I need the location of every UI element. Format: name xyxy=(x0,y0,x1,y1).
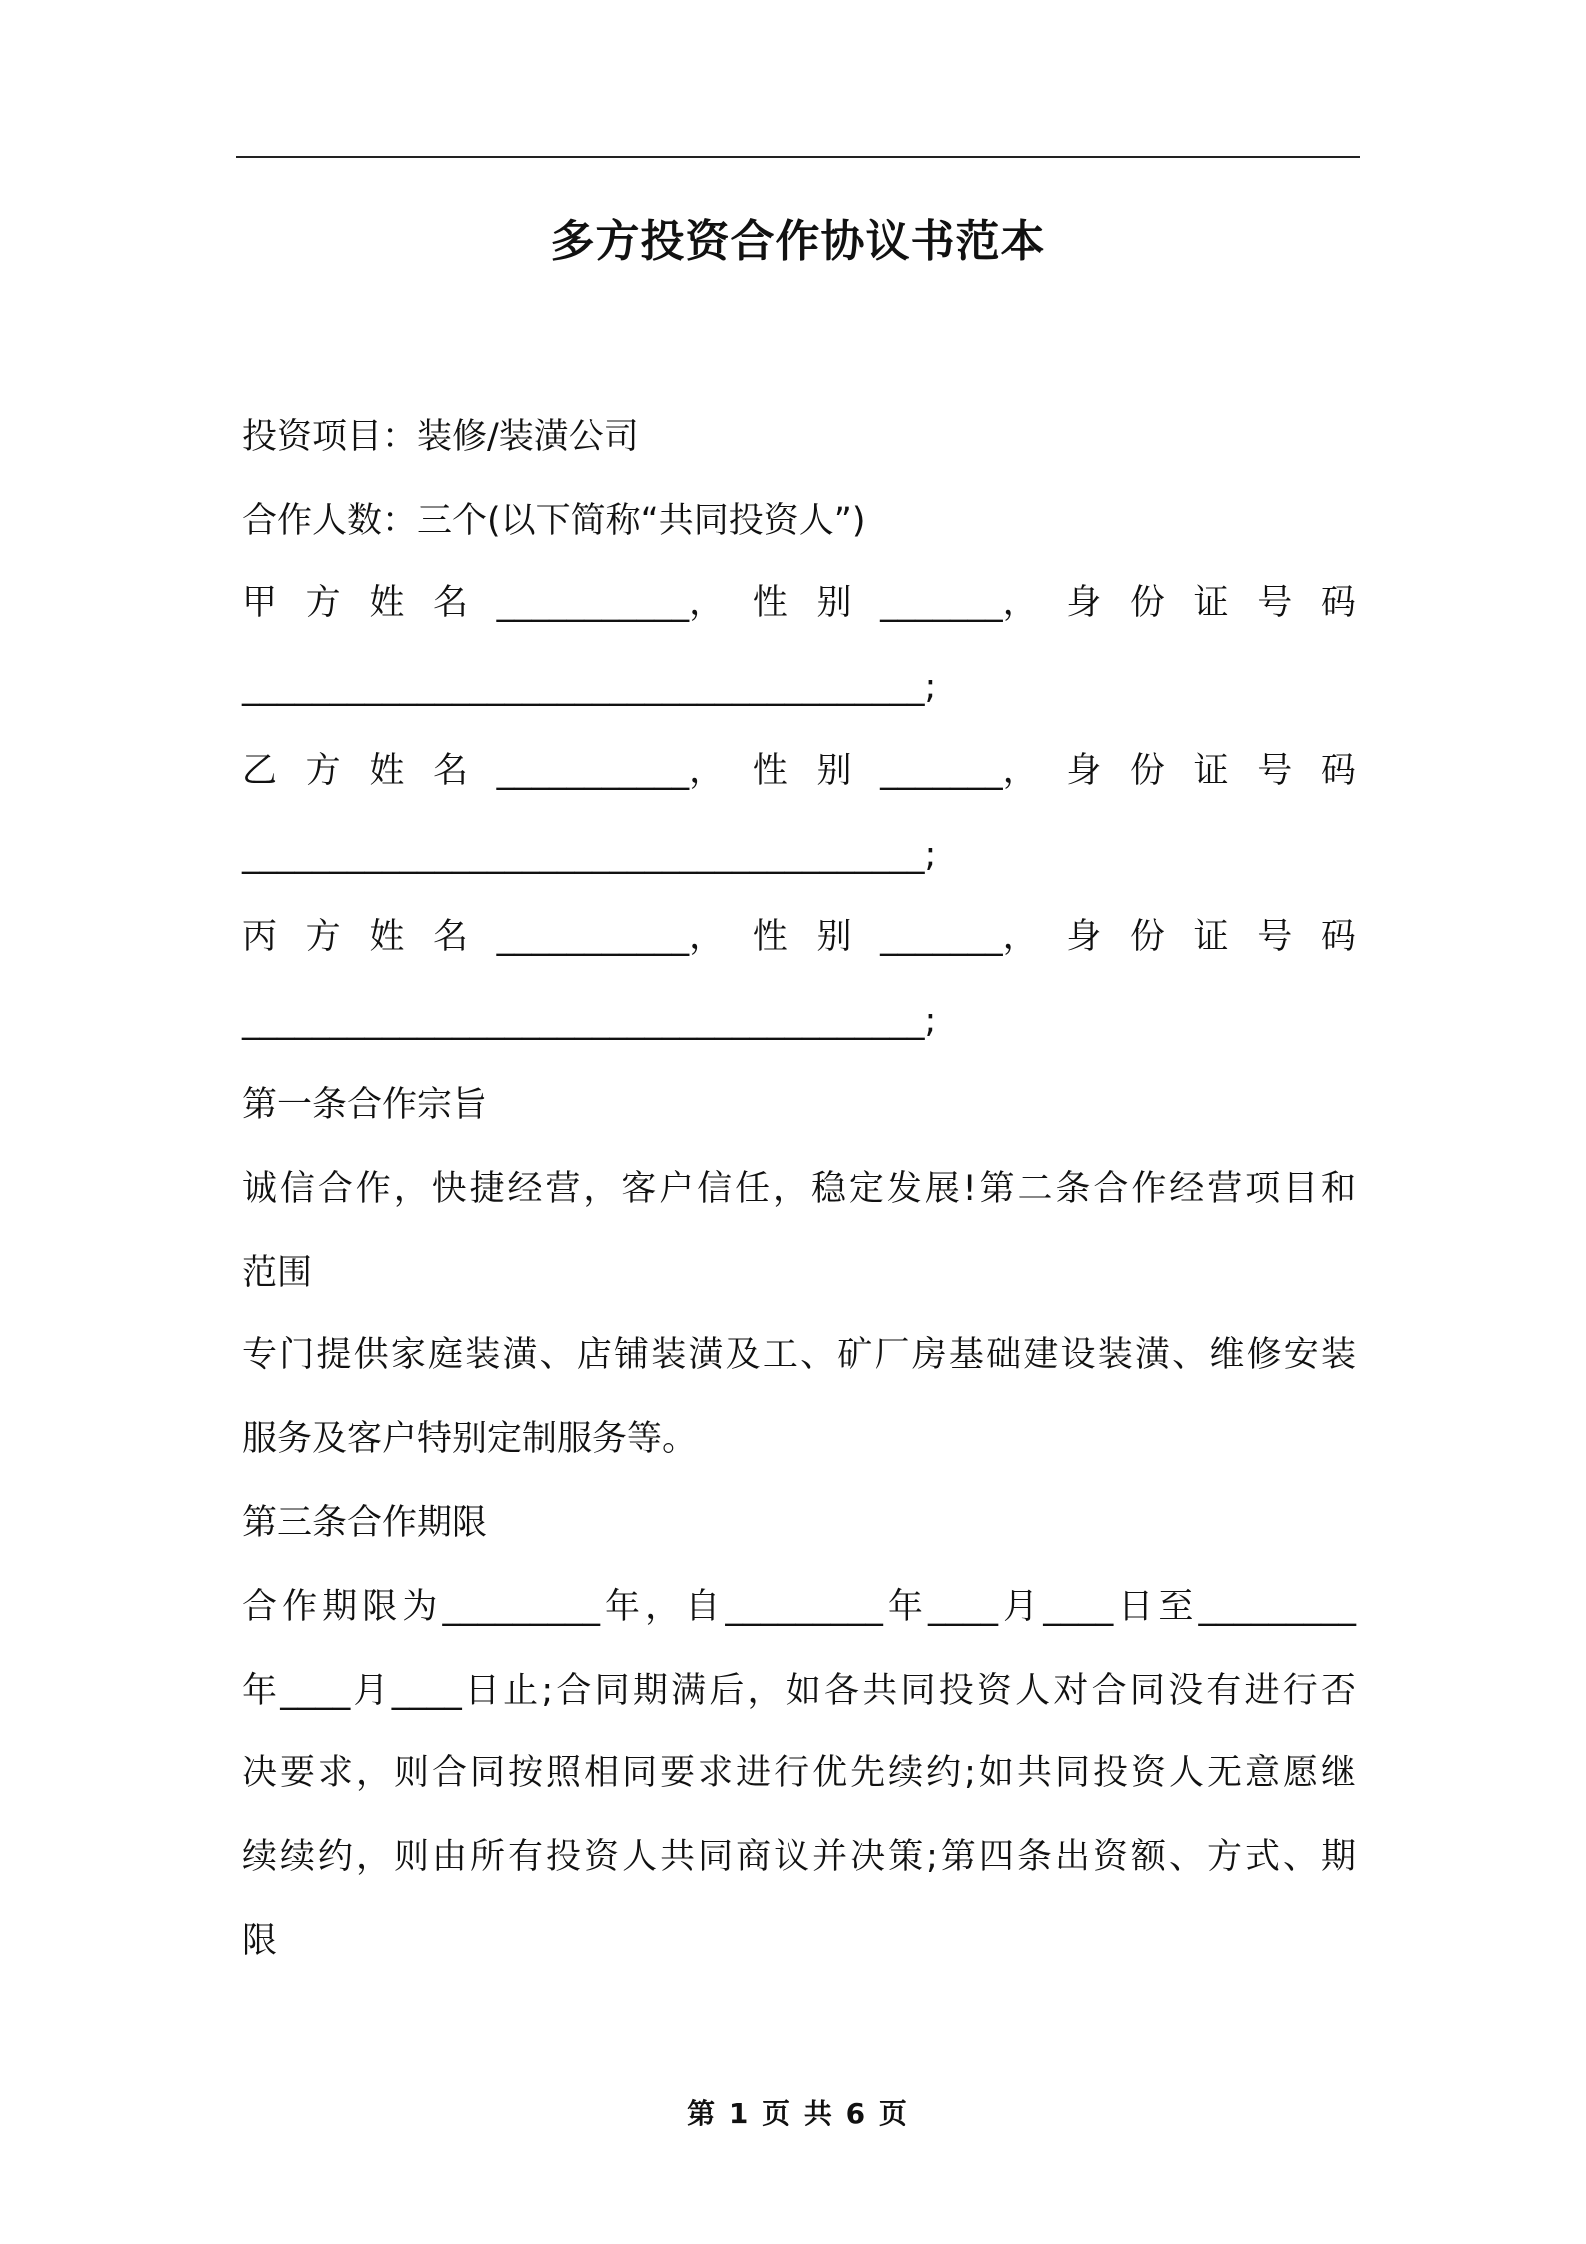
party-b-char: 方 xyxy=(305,751,341,791)
partners-line: 合作人数：三个(以下简称“共同投资人”) xyxy=(242,501,866,541)
paragraph-line: 专门提供家庭装潢、店铺装潢及工、矿厂房基础建设装潢、维修安装 xyxy=(242,1335,1356,1375)
party-a-char: 性 xyxy=(752,583,788,623)
party-b-char: 名 xyxy=(432,751,468,791)
paragraph-line: 合作期限为_________年，自_________年____月____日至_________ xyxy=(242,1587,1356,1627)
party-b-id-blank: _______________________________________; xyxy=(242,835,937,875)
party-b-char: 别 xyxy=(816,751,852,791)
party-a-line xyxy=(242,578,1356,628)
party-a-id-blank: _______________________________________; xyxy=(242,667,937,707)
project-line: 投资项目：装修/装潢公司 xyxy=(242,417,639,457)
party-b-char: 证 xyxy=(1193,751,1229,791)
party-c-char: 方 xyxy=(305,917,341,957)
party-c-char: 码 xyxy=(1320,917,1356,957)
party-b-char: 码 xyxy=(1320,751,1356,791)
party-a-gender-blank: _______， xyxy=(880,583,1038,623)
paragraph-line: 决要求，则合同按照相同要求进行优先续约;如共同投资人无意愿继 xyxy=(242,1753,1356,1793)
party-b-line xyxy=(242,746,1356,796)
party-a-char: 号 xyxy=(1257,583,1293,623)
party-c-char: 证 xyxy=(1193,917,1229,957)
article1-heading: 第一条合作宗旨 xyxy=(242,1085,488,1125)
party-a-name-blank: ___________， xyxy=(496,583,725,623)
party-c-id-blank: _______________________________________; xyxy=(242,1001,937,1041)
party-a-char: 姓 xyxy=(369,583,405,623)
party-b-char: 姓 xyxy=(369,751,405,791)
article3-heading: 第三条合作期限 xyxy=(242,1503,488,1543)
page-number-footer: 第 1 页 共 6 页 xyxy=(687,2097,909,2130)
party-c-name-blank: ___________， xyxy=(496,917,725,957)
paragraph-line: 诚信合作，快捷经营，客户信任，稳定发展!第二条合作经营项目和 xyxy=(242,1169,1356,1209)
party-c-line xyxy=(242,912,1356,962)
party-b-gender-blank: _______， xyxy=(880,751,1038,791)
party-a-char: 码 xyxy=(1320,583,1356,623)
party-b-name-blank: ___________， xyxy=(496,751,725,791)
party-c-char: 性 xyxy=(752,917,788,957)
party-b-char: 份 xyxy=(1129,751,1165,791)
party-a-char: 份 xyxy=(1129,583,1165,623)
paragraph-line: 年____月____日止;合同期满后，如各共同投资人对合同没有进行否 xyxy=(242,1671,1356,1711)
paragraph-line: 续续约，则由所有投资人共同商议并决策;第四条出资额、方式、期 xyxy=(242,1837,1356,1877)
party-a-char: 甲 xyxy=(242,583,278,623)
party-c-gender-blank: _______， xyxy=(880,917,1038,957)
party-b-char: 身 xyxy=(1066,751,1102,791)
party-a-char: 证 xyxy=(1193,583,1229,623)
paragraph-line: 范围 xyxy=(242,1253,313,1293)
party-a-char: 方 xyxy=(305,583,341,623)
party-c-char: 姓 xyxy=(369,917,405,957)
paragraph-line: 限 xyxy=(242,1921,278,1961)
party-c-char: 名 xyxy=(432,917,468,957)
party-a-char: 身 xyxy=(1066,583,1102,623)
party-c-char: 别 xyxy=(816,917,852,957)
party-b-char: 号 xyxy=(1257,751,1293,791)
party-c-char: 身 xyxy=(1066,917,1102,957)
paragraph-line: 服务及客户特别定制服务等。 xyxy=(242,1419,698,1459)
party-c-char: 号 xyxy=(1257,917,1293,957)
header-rule xyxy=(236,156,1360,158)
party-b-char: 性 xyxy=(752,751,788,791)
party-c-char: 份 xyxy=(1129,917,1165,957)
document-title: 多方投资合作协议书范本 xyxy=(550,216,1046,267)
party-a-char: 名 xyxy=(432,583,468,623)
party-b-char: 乙 xyxy=(242,751,278,791)
party-a-char: 别 xyxy=(816,583,852,623)
party-c-char: 丙 xyxy=(242,917,278,957)
